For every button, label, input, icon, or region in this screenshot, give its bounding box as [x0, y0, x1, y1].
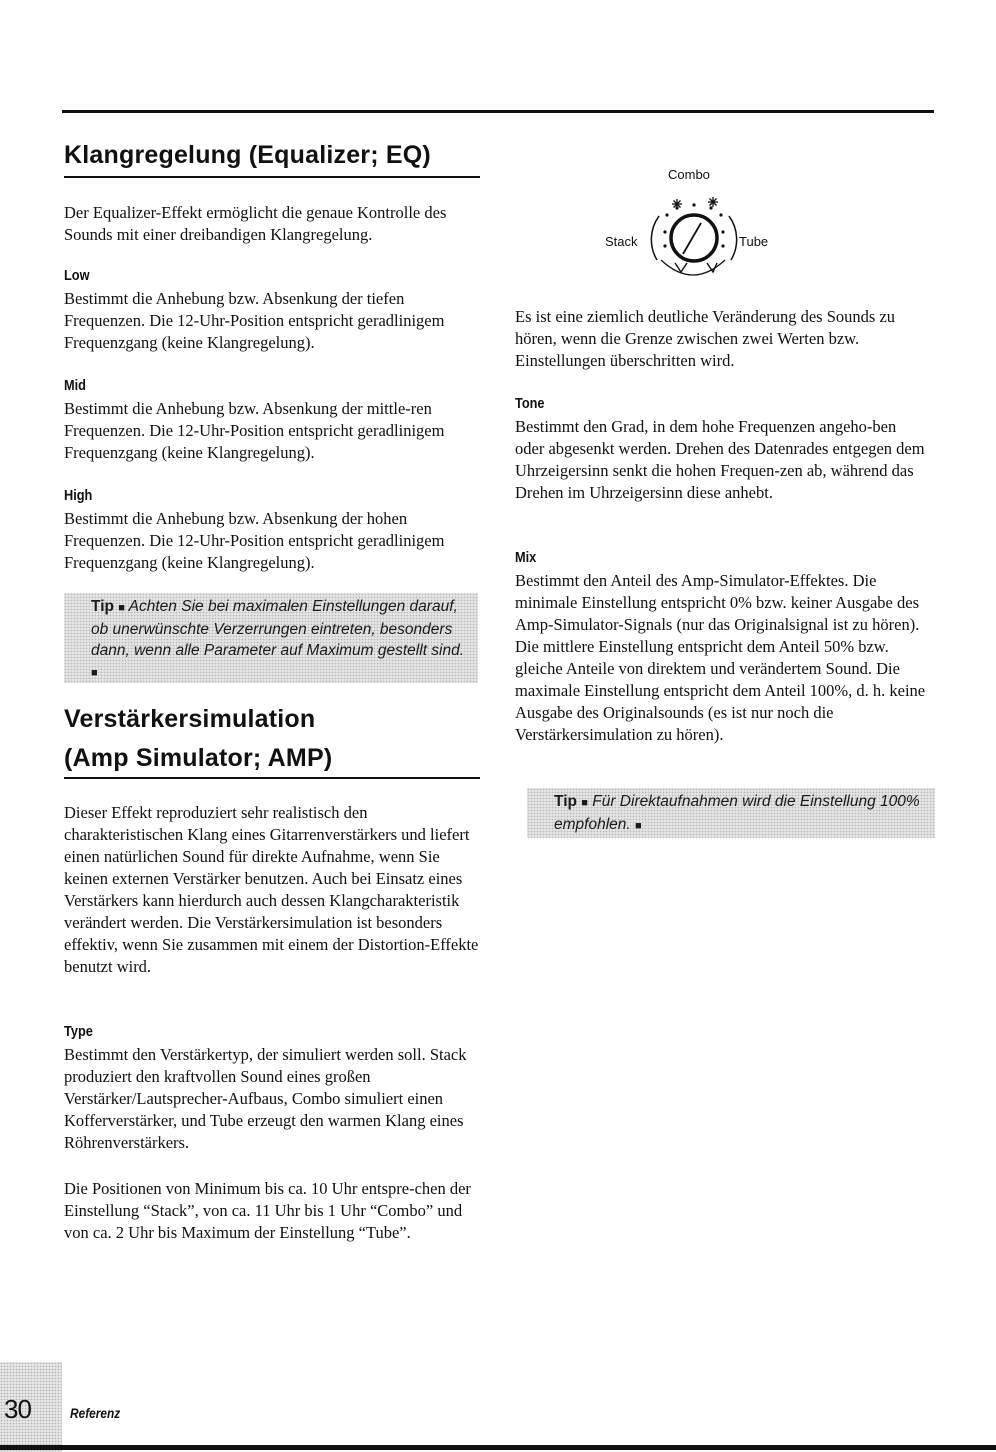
amp-tip-end-square-icon: ■ — [635, 820, 642, 832]
tip-text: Achten Sie bei maximalen Einstellungen darauf, ob unerwünschte Verzerrungen eintreten, besonders dann, wenn alle Parameter auf Maximum gestellt sind. — [91, 598, 465, 659]
mid-text: Bestimmt die Anhebung bzw. Absenkung der mittle-ren Frequenzen. Die 12-Uhr-Position entspricht geradlinigem Frequenzgang (keine Klangregelung). — [64, 399, 445, 462]
type-heading: Type — [64, 1024, 93, 1040]
top-rule — [62, 110, 934, 113]
mix-text: Bestimmt den Anteil des Amp-Simulator-Effektes. Die minimale Einstellung entspricht 0% bzw. keiner Ausgabe des Amp-Simulator-Signals (nur das Originalsignal ist zu hören). Die mittlere Einstellung entspricht dem Anteil 50% bzw. gleiche Anteile von direktem und verändertem Sound. Die maximale Einstellung entspricht dem Anteil 100%, d. h. keine Ausgabe des Originalsounds (es ist nur noch die Verstärkersimulation zu hören). — [515, 571, 926, 744]
dial-label-combo: Combo — [668, 167, 710, 182]
dial-label-tube: Tube — [739, 234, 769, 249]
bottom-rule — [0, 1445, 996, 1450]
tip-end-square-icon: ■ — [91, 667, 98, 679]
equalizer-tip — [64, 593, 478, 683]
amp-tip-label: Tip — [554, 793, 577, 810]
page-number-box — [0, 1362, 62, 1452]
tip-square-icon: ■ — [118, 602, 125, 614]
amp-type-dial-diagram — [595, 160, 875, 290]
amp-title-rule — [64, 777, 480, 779]
amp-intro: Dieser Effekt reproduziert sehr realistisch den charakteristischen Klang eines Gitarrenverstärkers und liefert einen natürlichen Sound für direkte Aufnahme, wenn Sie keinen externen Verstärker benutzen. Auch bei Einsatz eines Verstärkers kann hierdurch auch dessen Klangcharakteristik verändert werden. Die Verstärkersimulation ist besonders effektiv, wenn Sie zusammen mit einem der Distortion-Effekte benutzt wird. — [64, 803, 479, 976]
dial-note: Es ist eine ziemlich deutliche Veränderung des Sounds zu hören, wenn die Grenze zwischen zwei Werten bzw. Einstellungen überschritten wird. — [515, 307, 896, 370]
mix-heading: Mix — [515, 550, 537, 566]
page-number: 30 — [4, 1394, 31, 1424]
mid-heading: Mid — [64, 378, 86, 394]
amp-title-line1: Verstärkersimulation — [64, 705, 316, 733]
footer-section-label: Referenz — [70, 1405, 121, 1421]
amp-tip-square-icon: ■ — [581, 797, 588, 809]
equalizer-intro: Der Equalizer-Effekt ermöglicht die genaue Kontrolle des Sounds mit einer dreibandigen Klangregelung. — [64, 203, 447, 244]
high-text: Bestimmt die Anhebung bzw. Absenkung der hohen Frequenzen. Die 12-Uhr-Position entspricht geradlinigem Frequenzgang (keine Klangregelung). — [64, 509, 445, 572]
type-text-2: Die Positionen von Minimum bis ca. 10 Uhr entspre-chen der Einstellung “Stack”, von ca. 11 Uhr bis 1 Uhr “Combo” und von ca. 2 Uhr bis Maximum der Einstellung “Tube”. — [64, 1179, 471, 1242]
amp-title-line2: (Amp Simulator; AMP) — [64, 744, 333, 772]
dial-knob-icon — [595, 160, 875, 290]
high-heading: High — [64, 488, 93, 504]
tone-text: Bestimmt den Grad, in dem hohe Frequenzen angeho-ben oder abgesenkt werden. Drehen des Datenrades entgegen dem Uhrzeigersinn senkt die hohen Frequen-zen ab, während das Drehen im Uhrzeigersinn diese anhebt. — [515, 417, 925, 502]
low-text: Bestimmt die Anhebung bzw. Absenkung der tiefen Frequenzen. Die 12-Uhr-Position entspricht geradlinigem Frequenzgang (keine Klangregelung). — [64, 289, 445, 352]
tip-label: Tip — [91, 598, 114, 615]
type-text-1: Bestimmt den Verstärkertyp, der simuliert werden soll. Stack produziert den kraftvollen Sound eines großen Verstärker/Lautsprecher-Aufbaus, Combo simuliert einen Kofferverstärker, und Tube erzeugt den warmen Klang eines Röhrenverstärkers. — [64, 1045, 467, 1152]
amp-tip-text: Für Direktaufnahmen wird die Einstellung 100% empfohlen. — [554, 793, 920, 833]
low-heading: Low — [64, 268, 90, 284]
amp-tip — [527, 788, 935, 838]
equalizer-title-rule — [64, 176, 480, 178]
tone-heading: Tone — [515, 396, 545, 412]
equalizer-title: Klangregelung (Equalizer; EQ) — [64, 141, 431, 169]
dial-label-stack: Stack — [605, 234, 638, 249]
